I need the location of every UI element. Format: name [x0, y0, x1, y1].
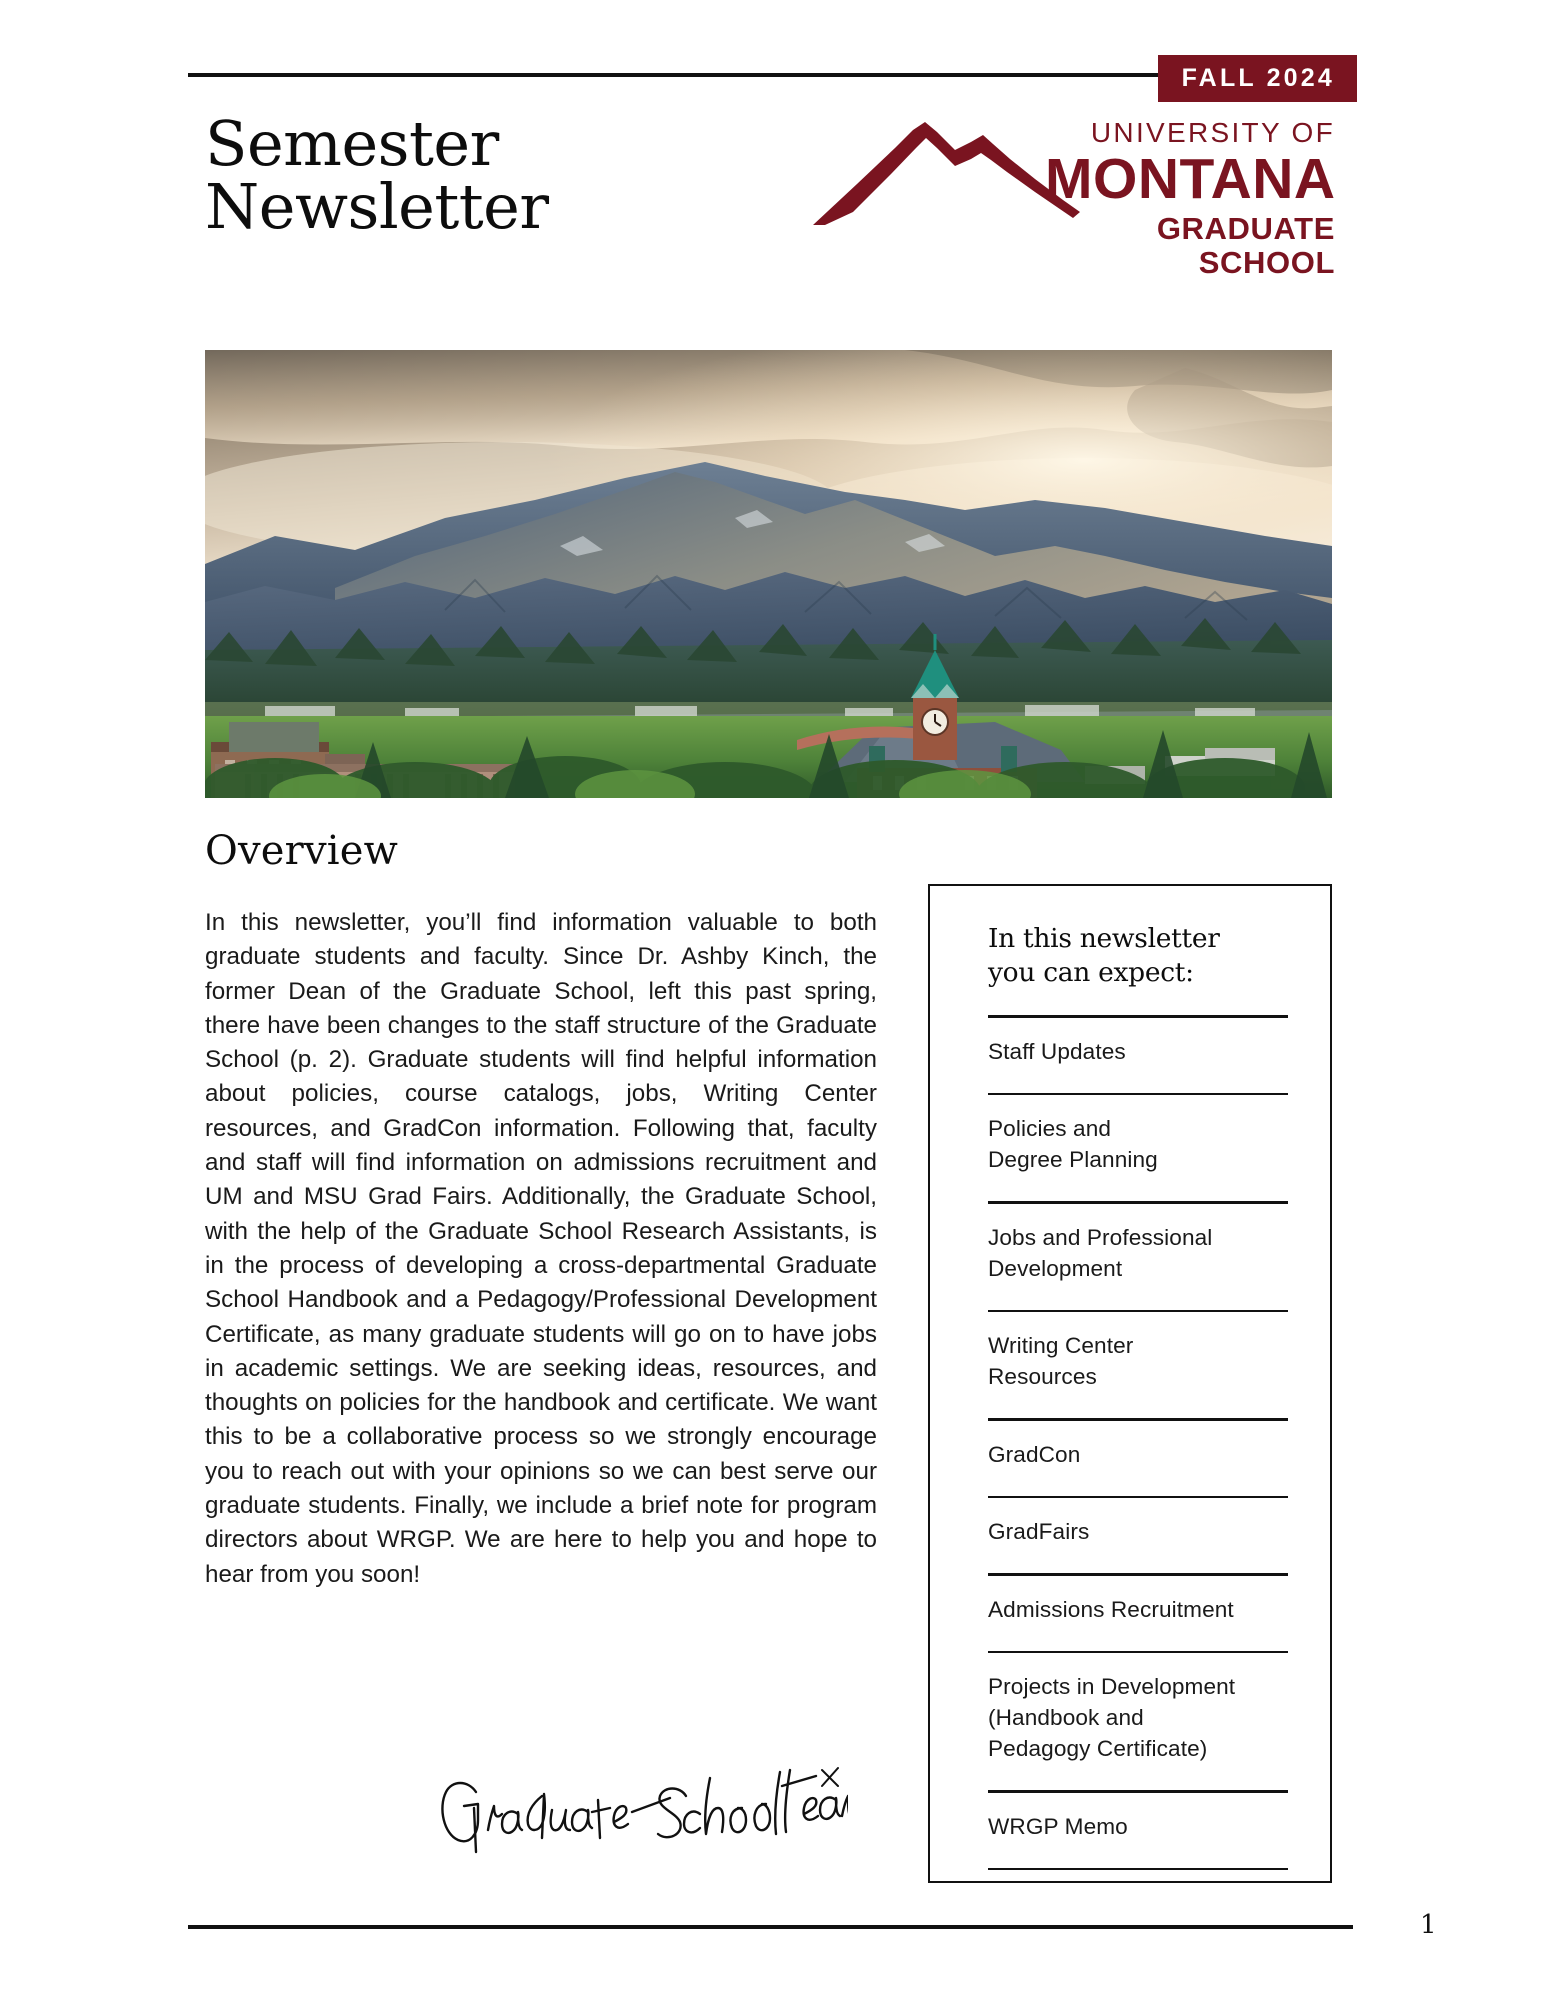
mountain-silhouette-icon: [795, 122, 1085, 227]
list-item[interactable]: [988, 1312, 1288, 1392]
list-item[interactable]: [988, 1498, 1288, 1547]
masthead: [205, 107, 1336, 307]
logo-wordmark: [1045, 118, 1335, 280]
list-item[interactable]: [988, 1576, 1288, 1625]
list-item[interactable]: [988, 1204, 1288, 1284]
list-divider: [988, 1868, 1288, 1871]
page-title-line-1: Semester: [205, 107, 499, 180]
list-item-line-1: Policies and: [988, 1116, 1112, 1142]
page-title-line-2: Newsletter: [205, 170, 549, 244]
list-item-line-1: Projects in Development: [988, 1674, 1236, 1700]
signature-graduate-school-team: [418, 1742, 848, 1862]
page-title: [205, 107, 549, 244]
sidebar-heading-line-1: In this newsletter: [988, 923, 1220, 954]
list-item-line-1: GradCon: [988, 1441, 1081, 1467]
in-this-newsletter-box: [928, 884, 1332, 1883]
um-graduate-school-logo: [795, 117, 1336, 281]
newsletter-contents-list: [988, 1015, 1288, 1870]
overview-heading: Overview: [205, 828, 399, 874]
list-item-line-3: Pedagogy Certificate): [988, 1736, 1208, 1762]
list-item[interactable]: [988, 1653, 1288, 1764]
list-item-line-1: GradFairs: [988, 1519, 1090, 1545]
list-item-line-2: (Handbook and: [988, 1705, 1144, 1731]
list-item[interactable]: [988, 1018, 1288, 1067]
list-item[interactable]: [988, 1421, 1288, 1470]
list-item-line-1: Admissions Recruitment: [988, 1596, 1234, 1622]
list-item[interactable]: [988, 1095, 1288, 1175]
sidebar-heading: [988, 922, 1288, 989]
overview-body-text: In this newsletter, you’ll find information valuable to both graduate students and faculty. Since Dr. Ashby Kinch, the former Dean of the Graduate School, left this past spring, there have been changes to the staff structure of the Graduate School (p. 2). Graduate students will find helpful information about policies, course catalogs, jobs, Writing Center resources, and GradCon information. Following that, faculty and staff will find information on admissions recruitment and UM and MSU Grad Fairs. Additionally, the Graduate School, with the help of the Graduate School Research Assistants, is in the process of developing a cross-departmental Graduate School Handbook and a Pedagogy/Professional Development Certificate, as many graduate students will go on to have jobs in academic settings. We are seeking ideas, resources, and thoughts on policies for the handbook and certificate. We want this to be a collaborative process so we strongly encourage you to reach out with your opinions so we can best serve our graduate students. Finally, we include a brief note for program directors about WRGP. We are here to help you and hope to hear from you soon!: [205, 909, 877, 1588]
page-number: 1: [1420, 1910, 1437, 1940]
sidebar-heading-line-2: you can expect:: [988, 956, 1194, 988]
logo-graduate-school-line: GRADUATE SCHOOL: [1156, 210, 1335, 281]
header-divider-rule: [188, 73, 1288, 77]
campus-landscape-photo: [205, 350, 1332, 798]
list-item-line-1: Staff Updates: [988, 1038, 1126, 1064]
list-item-line-2: Development: [988, 1255, 1123, 1281]
issue-badge: FALL 2024: [1158, 55, 1357, 102]
list-item-line-2: Resources: [988, 1364, 1097, 1390]
list-item-line-2: Degree Planning: [988, 1147, 1158, 1173]
list-item-line-1: Writing Center: [988, 1333, 1134, 1359]
list-item[interactable]: [988, 1793, 1288, 1842]
logo-university-line: UNIVERSITY OF: [1090, 117, 1335, 148]
footer-divider-rule: [188, 1925, 1353, 1929]
logo-montana-line: MONTANA: [1045, 146, 1336, 211]
list-item-line-1: Jobs and Professional: [988, 1224, 1213, 1250]
list-item-line-1: WRGP Memo: [988, 1813, 1128, 1839]
